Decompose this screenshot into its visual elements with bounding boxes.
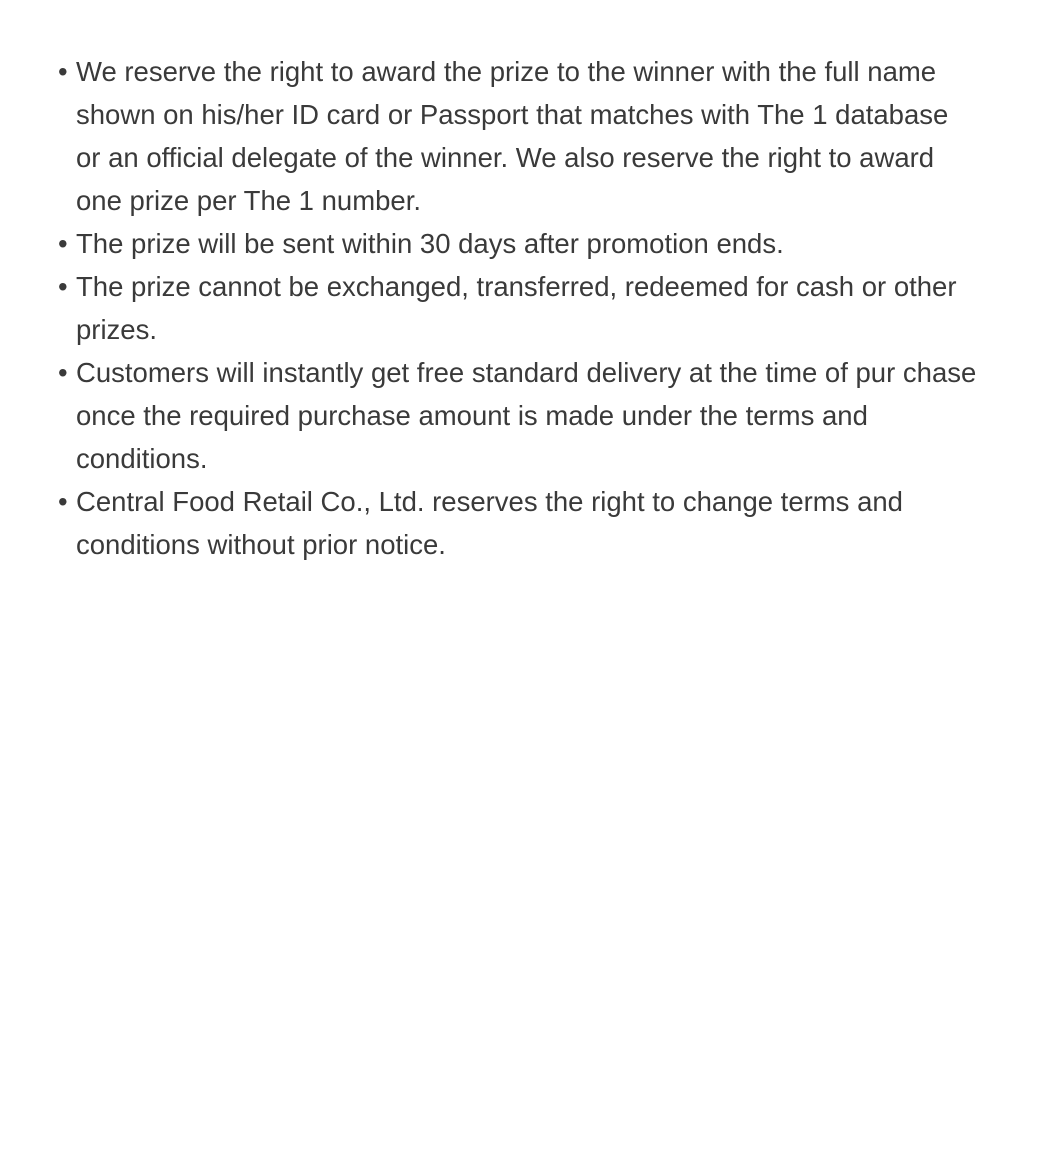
term-text: The prize cannot be exchanged, transferred, redeemed for cash or other prizes. <box>76 271 957 345</box>
terms-list <box>58 50 978 566</box>
term-text: We reserve the right to award the prize to the winner with the full name shown on his/her ID card or Passport that matches with The 1 database or an official delegate of the winner. We also reserve the right to award one prize per The 1 number. <box>76 56 949 216</box>
list-item <box>58 50 978 222</box>
term-text: Central Food Retail Co., Ltd. reserves the right to change terms and conditions without prior notice. <box>76 486 903 560</box>
bullet-icon: • <box>58 56 68 87</box>
list-item <box>58 222 978 265</box>
bullet-icon: • <box>58 486 68 517</box>
term-text: Customers will instantly get free standard delivery at the time of pur chase once the required purchase amount is made under the terms and conditions. <box>76 357 977 474</box>
list-item <box>58 265 978 351</box>
list-item <box>58 351 978 480</box>
bullet-icon: • <box>58 271 68 302</box>
bullet-icon: • <box>58 228 68 259</box>
term-text: The prize will be sent within 30 days after promotion ends. <box>76 228 784 259</box>
list-item <box>58 480 978 566</box>
bullet-icon: • <box>58 357 68 388</box>
